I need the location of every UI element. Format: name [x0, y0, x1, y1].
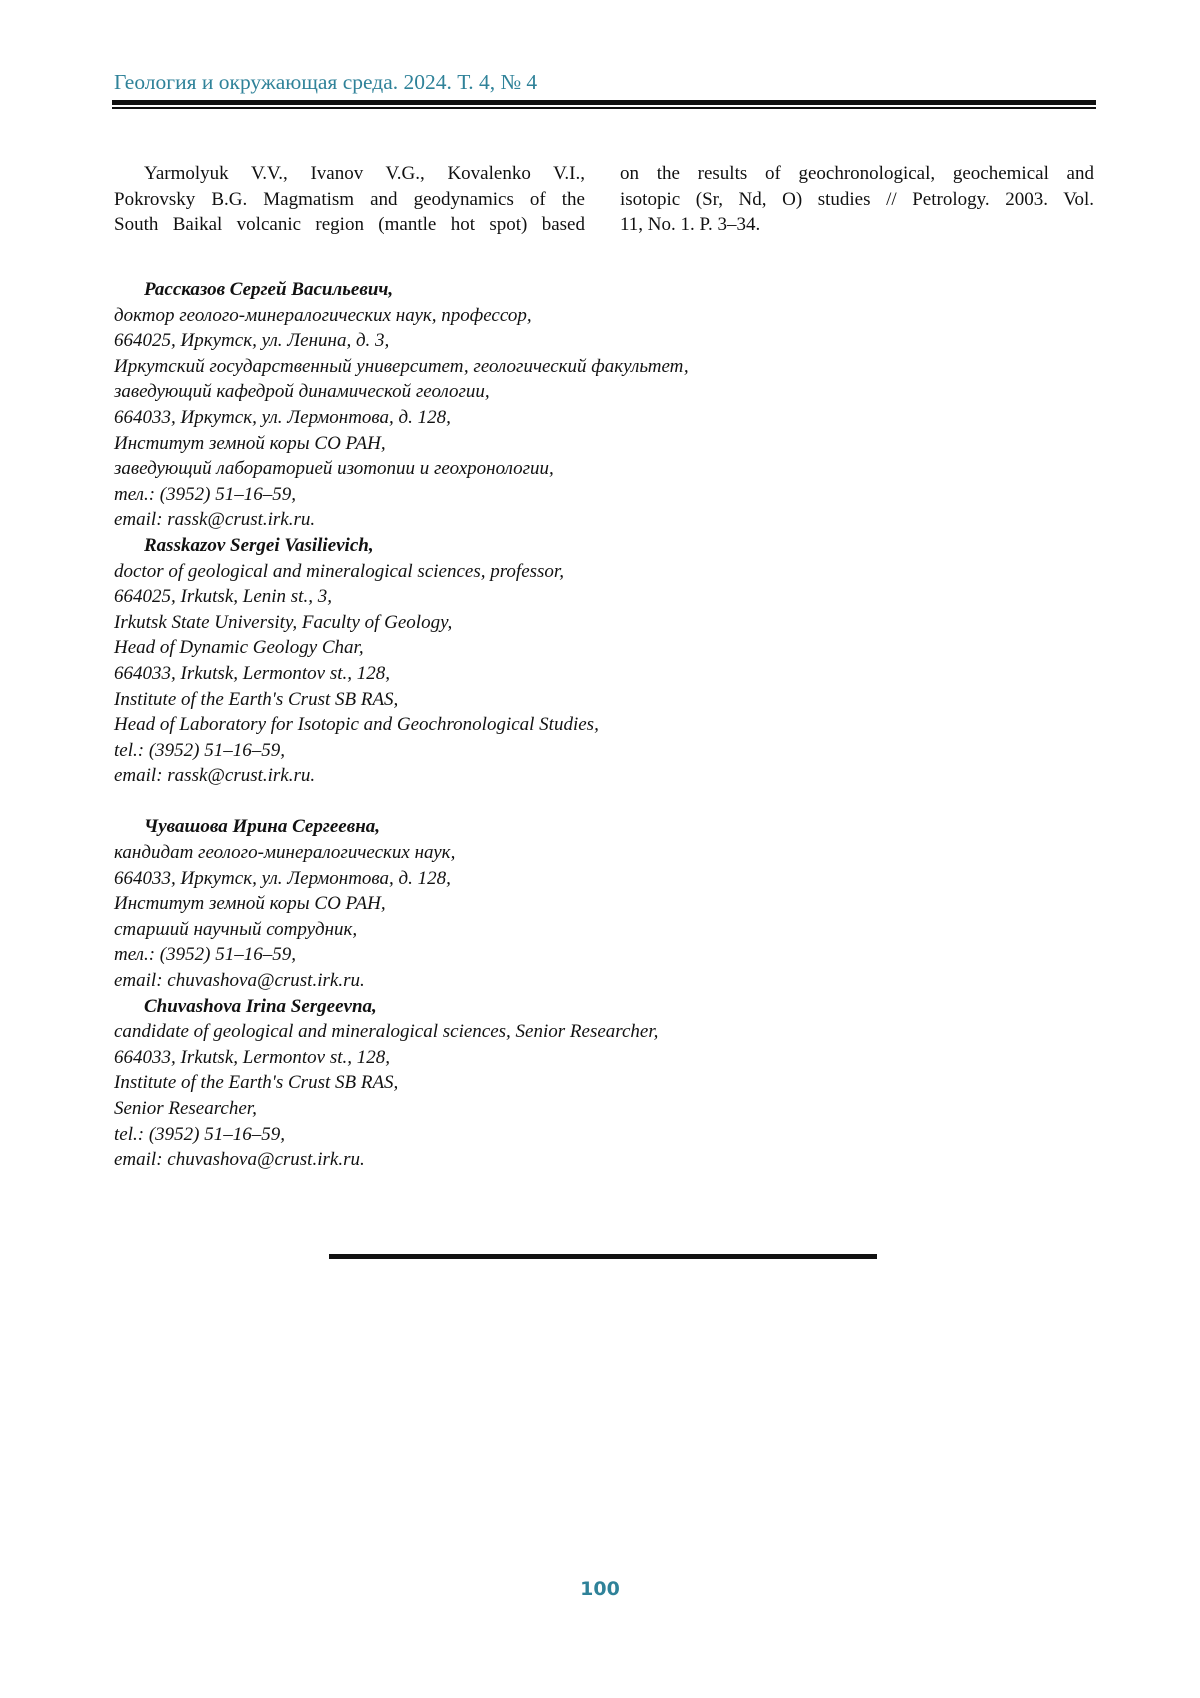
author-detail-line: Институт земной коры СО РАН,: [114, 893, 386, 915]
reference-line: 11, No. 1. P. 3–34.: [620, 214, 761, 235]
author-name-en: Rasskazov Sergei Vasilievich,: [144, 534, 374, 556]
header-rule-thin: [112, 107, 1096, 109]
author-information: [114, 277, 689, 1173]
page-number: 100: [580, 1578, 620, 1600]
reference-line: on the results of geochronological, geochemical and: [620, 163, 1094, 184]
reference-column-left: [114, 161, 585, 238]
author-detail-line: Institute of the Earth's Crust SB RAS,: [114, 1072, 399, 1094]
author-email: email: chuvashova@crust.irk.ru.: [114, 970, 365, 992]
author-detail-line: Senior Researcher,: [114, 1098, 257, 1119]
author-detail-line: Head of Laboratory for Isotopic and Geochronological Studies,: [114, 714, 599, 736]
author-detail-line: Head of Dynamic Geology Char,: [114, 637, 364, 659]
author-detail-line: 664033, Irkutsk, Lermontov st., 128,: [114, 662, 391, 684]
author-detail-line: кандидат геолого-минералогических наук,: [114, 842, 456, 864]
header-rule-thick: [112, 100, 1096, 105]
reference-line: Pokrovsky B.G. Magmatism and geodynamics of the: [114, 188, 585, 210]
author-name-ru: Рассказов Сергей Васильевич,: [144, 279, 394, 300]
reference-line: South Baikal volcanic region (mantle hot spot) based: [114, 214, 585, 235]
author-detail-line: doctor of geological and mineralogical sciences, professor,: [114, 560, 564, 582]
author-detail-line: Irkutsk State University, Faculty of Geology,: [114, 611, 453, 633]
reference-line: Yarmolyuk V.V., Ivanov V.G., Kovalenko V.I.,: [144, 163, 585, 184]
author-name-en: Chuvashova Irina Sergeevna,: [144, 995, 377, 1017]
author-detail-line: Институт земной коры СО РАН,: [114, 432, 386, 454]
author-detail-line: 664025, Irkutsk, Lenin st., 3,: [114, 586, 332, 608]
author-detail-line: tel.: (3952) 51–16–59,: [114, 739, 285, 761]
author-detail-line: заведующий лабораторией изотопии и геохронологии,: [114, 458, 554, 480]
author-detail-line: тел.: (3952) 51–16–59,: [114, 483, 296, 505]
author-detail-line: старший научный сотрудник,: [114, 918, 358, 940]
author-email: email: rassk@crust.irk.ru.: [114, 509, 316, 531]
author-email: email: rassk@crust.irk.ru.: [114, 765, 316, 787]
author-detail-line: Иркутский государственный университет, геологический факультет,: [114, 355, 689, 377]
author-detail-line: Institute of the Earth's Crust SB RAS,: [114, 688, 399, 710]
reference-line: isotopic (Sr, Nd, O) studies // Petrology. 2003. Vol.: [620, 188, 1094, 210]
end-of-article-rule: [329, 1254, 877, 1259]
author-name-ru: Чувашова Ирина Сергеевна,: [144, 816, 380, 838]
author-detail-line: tel.: (3952) 51–16–59,: [114, 1123, 285, 1145]
author-email: email: chuvashova@crust.irk.ru.: [114, 1149, 365, 1171]
author-detail-line: 664033, Irkutsk, Lermontov st., 128,: [114, 1046, 391, 1068]
author-detail-line: candidate of geological and mineralogical sciences, Senior Researcher,: [114, 1021, 659, 1043]
author-detail-line: 664033, Иркутск, ул. Лермонтова, д. 128,: [114, 406, 451, 428]
reference-column-right: [620, 161, 1094, 238]
author-detail-line: 664025, Иркутск, ул. Ленина, д. 3,: [114, 330, 390, 352]
author-detail-line: заведующий кафедрой динамической геологии,: [114, 381, 490, 403]
author-detail-line: 664033, Иркутск, ул. Лермонтова, д. 128,: [114, 867, 451, 889]
author-spacer: [114, 789, 689, 815]
author-detail-line: тел.: (3952) 51–16–59,: [114, 944, 296, 966]
author-detail-line: доктор геолого-минералогических наук, профессор,: [114, 304, 532, 326]
journal-header-title: Геология и окружающая среда. 2024. Т. 4, № 4: [114, 70, 538, 94]
